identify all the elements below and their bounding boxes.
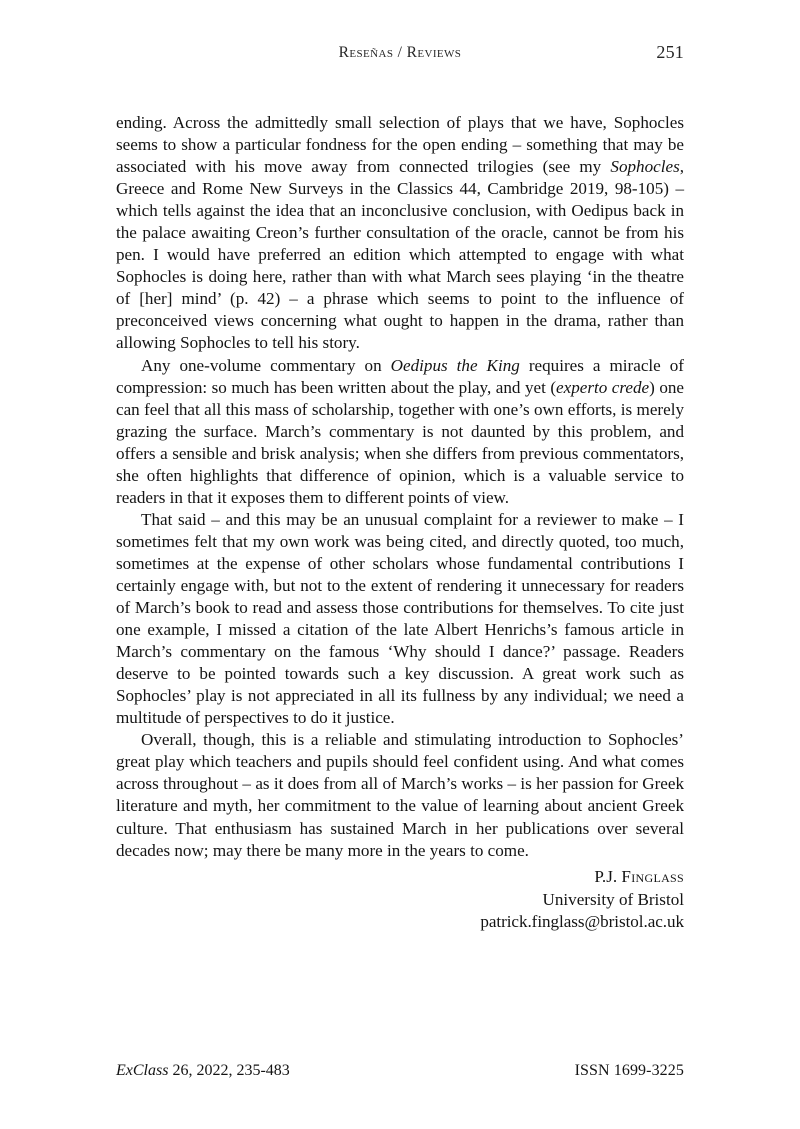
author-initials: P.J. [594, 867, 622, 886]
footer-issn: ISSN 1699-3225 [574, 1062, 684, 1079]
paragraph [116, 509, 684, 729]
italic-run: Oedipus the King [390, 355, 520, 375]
journal-citation: 26, 2022, 235-483 [168, 1062, 290, 1079]
footer-citation [116, 1062, 290, 1080]
text-run: Any one-volume commentary on [141, 355, 391, 375]
text-run: requires a miracle of compression: so much has been written about the play, and yet ( [116, 355, 684, 397]
body-text-block [116, 112, 684, 862]
text-run: ) one can feel that all this mass of scholarship, together with one’s own efforts, is merely grazing the surface. March’s commentary is not daunted by this problem, and offers a sensible and brisk analysis; when she differs from previous commentators, she often highlights that difference of opinion, which is a valuable service to readers in that it exposes them to different points of view. [116, 377, 684, 507]
page-footer [116, 1062, 684, 1080]
text-run: , Greece and Rome New Surveys in the Classics 44, Cambridge 2019, 98-105) – which tells against the idea that an inconclusive conclusion, with Oedipus back in the palace awaiting Creon’s further consultation of the oracle, cannot be from his pen. I would have preferred an edition which attempted to engage with what Sophocles is doing here, rather than with what March sees playing ‘in the theatre of [her] mind’ (p. 42) – a phrase which seems to point to the influence of preconceived views concerning what ought to happen in the drama, rather than allowing Sophocles to tell his story. [116, 157, 684, 353]
paragraph [116, 112, 684, 355]
running-head [116, 44, 684, 66]
running-head-title: Reseñas / Reviews [338, 44, 462, 61]
page-number: 251 [656, 42, 684, 62]
paragraph [116, 355, 684, 509]
author-surname: Finglass [621, 867, 684, 886]
author-name [116, 866, 684, 889]
author-affiliation: University of Bristol [542, 889, 684, 909]
italic-run: Sophocles [610, 157, 680, 177]
signature-block [116, 866, 684, 934]
text-run: Overall, though, this is a reliable and stimulating introduction to Sophocles’ great play which teachers and pupils should feel confident using. And what comes across throughout – as it does from all of March’s works – is her passion for Greek literature and myth, her commitment to the value of learning about ancient Greek culture. That enthusiasm has sustained March in her publications over several decades now; may there be many more in the years to come. [116, 730, 684, 860]
text-run: ending. Across the admittedly small selection of plays that we have, Sophocles seems to show a particular fondness for the open ending – something that may be associated with his move away from connected trilogies (see my [116, 113, 684, 177]
author-email: patrick.finglass@bristol.ac.uk [480, 912, 684, 932]
text-run: That said – and this may be an unusual complaint for a reviewer to make – I sometimes felt that my own work was being cited, and directly quoted, too much, sometimes at the expense of other scholars whose fundamental contributions I certainly engage with, but not to the extent of rendering it unnecessary for readers of March’s book to read and assess those contributions for themselves. To cite just one example, I missed a citation of the late Albert Henrichs’s famous article in March’s commentary on the famous ‘Why should I dance?’ passage. Readers deserve to be pointed towards such a key discussion. A great work such as Sophocles’ play is not appreciated in all its fullness by any individual; we need a multitude of perspectives to do it justice. [116, 509, 684, 728]
paragraph [116, 729, 684, 861]
journal-title: ExClass [116, 1062, 169, 1079]
italic-run: experto crede [556, 377, 650, 397]
